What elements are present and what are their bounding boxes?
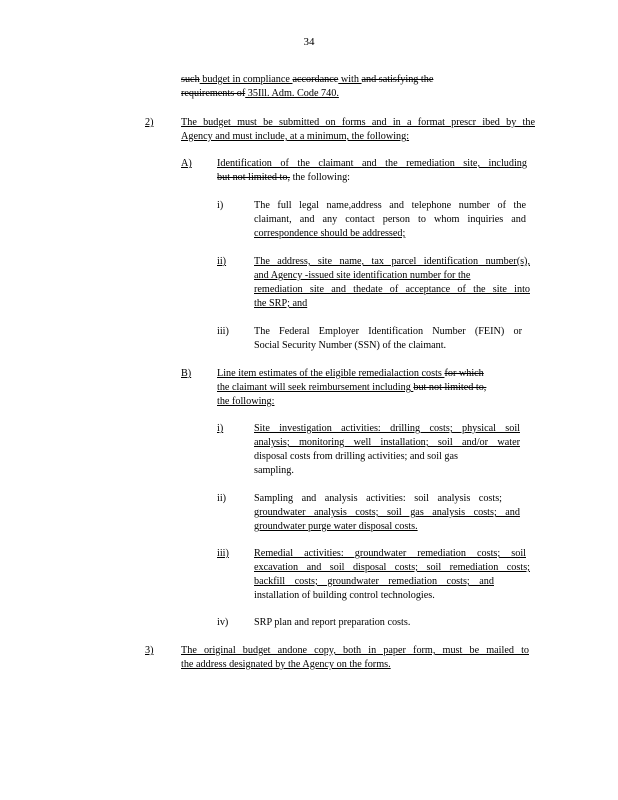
item-2b-iii-line-1: Remedial activities: groundwater remediation costs; soil (254, 548, 526, 559)
page-number: 34 (303, 36, 315, 48)
item-2a-ii-line-2: and Agency -issued site identification number for the (254, 270, 471, 281)
inserted-text: with (338, 74, 362, 85)
item-2a-i-line-2: claimant, and any contact person to whom inquiries and (254, 214, 526, 225)
deleted-text: and satisfying the (361, 74, 434, 85)
item-3-line-1: The original budget andone copy, both in paper form, must be mailed to (181, 645, 529, 656)
item-2a-ii-label: ii) (217, 256, 227, 267)
deleted-text: requirements of (181, 88, 246, 99)
retained-text: the following: (290, 172, 351, 183)
item-2b-ii-line-2: groundwater analysis costs; soil gas analysis costs; and (254, 507, 520, 518)
item-2a-label: A) (181, 158, 192, 169)
item-2b-ii-line-1: Sampling and analysis activities: soil analysis costs; (254, 493, 502, 504)
item-2b-i-line-3: disposal costs from drilling activities; and soil gas (254, 451, 459, 462)
inserted-text: budget in compliance (199, 74, 293, 85)
intro-line-1 (181, 73, 433, 87)
intro-line-2 (181, 87, 339, 101)
item-2a-line-1: Identification of the claimant and the remediation site, including (217, 158, 527, 169)
item-2a-iii-label: iii) (217, 326, 229, 337)
item-2a-line-2 (217, 171, 350, 185)
item-2b-iv-line-1: SRP plan and report preparation costs. (254, 617, 411, 628)
deleted-text: but not limited to, (413, 382, 487, 393)
item-2b-line-2 (217, 381, 486, 395)
inserted-text: 35Ill. Adm. Code 740. (245, 88, 339, 99)
item-2b-iii-label: iii) (217, 548, 229, 559)
item-2b-iii-line-2: excavation and soil disposal costs; soil remediation costs; (254, 562, 530, 573)
item-2b-ii-label: ii) (217, 493, 227, 504)
item-2b-label: B) (181, 368, 192, 379)
item-2a-ii-line-4: the SRP; and (254, 298, 308, 309)
item-3-number: 3) (145, 645, 154, 656)
item-2-line-2: Agency and must include, at a minimum, the following: (181, 131, 410, 142)
item-2b-i-line-2: analysis; monitoring well installation; soil and/or water (254, 437, 520, 448)
item-2b-iii-line-4: installation of building control technologies. (254, 590, 435, 601)
item-2b-i-line-1: Site investigation activities: drilling costs; physical soil (254, 423, 520, 434)
item-2b-i-line-4: sampling. (254, 465, 294, 476)
item-2b-iii-line-3: backfill costs; groundwater remediation costs; and (254, 576, 494, 587)
item-2b-ii-line-3: groundwater purge water disposal costs. (254, 521, 418, 532)
item-2-number: 2) (145, 117, 154, 128)
item-2a-i-line-3: correspondence should be addressed; (254, 228, 406, 239)
item-2b-line-3: the following: (217, 396, 275, 407)
deleted-text: accordance (292, 74, 339, 85)
item-2a-iii-line-2: Social Security Number (SSN) of the claimant. (254, 340, 447, 351)
item-2a-i-line-1: The full legal name,address and telephone number of the (254, 200, 526, 211)
item-2b-iv-label: iv) (217, 617, 229, 628)
deleted-text: but not limited to, (217, 172, 291, 183)
item-2-line-1: The budget must be submitted on forms and in a format prescr ibed by the (181, 117, 535, 128)
inserted-text: Line item estimates of the eligible remedialaction costs (217, 368, 445, 379)
item-2a-iii-line-1: The Federal Employer Identification Number (FEIN) or (254, 326, 522, 337)
item-2b-line-1 (217, 367, 484, 381)
deleted-text: such (181, 74, 200, 85)
item-2a-i-label: i) (217, 200, 224, 211)
item-3-line-2: the address designated by the Agency on the forms. (181, 659, 391, 670)
inserted-text: the claimant will seek reimbursement including (217, 382, 414, 393)
item-2b-i-label: i) (217, 423, 224, 434)
item-2a-ii-line-3: remediation site and thedate of acceptance of the site into (254, 284, 530, 295)
deleted-text: for which (444, 368, 484, 379)
item-2a-ii-line-1: The address, site name, tax parcel identification number(s), (254, 256, 530, 267)
